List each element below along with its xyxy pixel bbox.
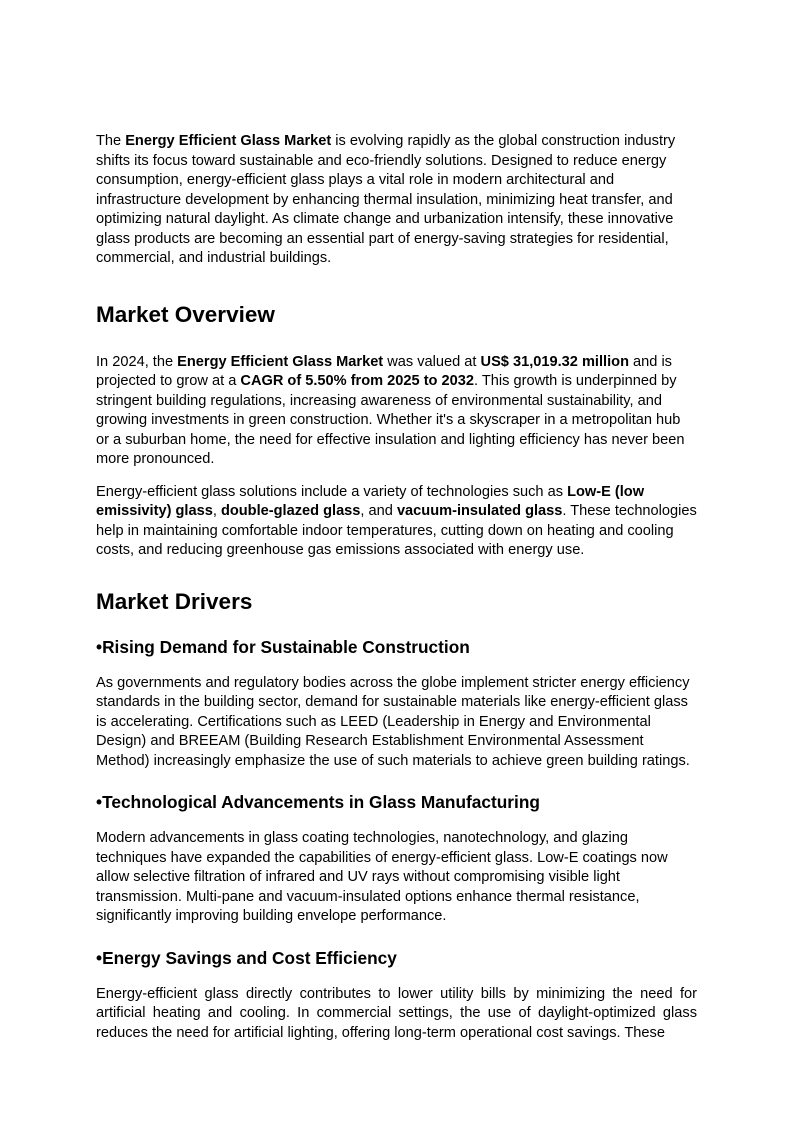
overview-p2-text-3: , and xyxy=(360,503,397,519)
driver-heading-sustainable-construction xyxy=(96,636,697,658)
overview-p1-text-2: was valued at xyxy=(383,353,481,370)
driver-paragraph-sustainable-construction: As governments and regulatory bodies across the globe implement stricter energy efficiency standards in the building sector, demand for sustainable materials like energy-efficient glass is accelerating. Certifications such as LEED (Leadership in Energy and Environmental Design) and BREEAM (Building Research Establishment Environmental Assessment Method) increasingly emphasize the use of such materials to achieve green building ratings. xyxy=(96,674,690,769)
intro-paragraph xyxy=(96,132,697,269)
overview-p2-bold-vacuum: vacuum-insulated glass xyxy=(396,503,563,519)
market-overview-heading: Market Overview xyxy=(96,301,275,327)
intro-bold-market-name: Energy Efficient Glass Market xyxy=(125,133,332,149)
overview-p2-text-2: , xyxy=(212,503,221,519)
overview-p1-bold-value: US$ 31,019.32 million xyxy=(480,353,629,370)
overview-p2-bold-double-glazed: double-glazed glass xyxy=(220,503,361,519)
market-drivers-heading: Market Drivers xyxy=(96,588,253,614)
overview-p1-bold-market-name: Energy Efficient Glass Market xyxy=(177,353,384,370)
overview-paragraph-2 xyxy=(96,483,697,561)
bullet-icon: • xyxy=(96,947,103,968)
overview-p2-text-1: Energy-efficient glass solutions include a variety of technologies such as xyxy=(96,483,568,500)
driver-heading-energy-savings xyxy=(96,947,697,969)
overview-p1-text-3: and is projected to grow at a xyxy=(96,353,672,389)
driver-title: Rising Demand for Sustainable Construction xyxy=(102,636,470,657)
driver-title: Technological Advancements in Glass Manufacturing xyxy=(102,792,540,812)
overview-p1-text-4: . This growth is underpinned by stringent building regulations, increasing awareness of environmental sustainability, and growing investments in green construction. Whether it's a skyscraper in a metropolitan hub or a suburban home, the need for effective insulation and lighting efficiency has never been more pronounced. xyxy=(96,373,685,467)
driver-title: Energy Savings and Cost Efficiency xyxy=(102,947,397,968)
overview-paragraph-1 xyxy=(96,353,697,470)
driver-paragraph-technological-advancements: Modern advancements in glass coating technologies, nanotechnology, and glazing techniques have expanded the capabilities of energy-efficient glass. Low-E coatings now allow selective filtration of infrared and UV rays without compromising visible light transmission. Multi-pane and vacuum-insulated options enhance thermal resistance, significantly improving building envelope performance. xyxy=(96,830,668,924)
overview-p2-bold-low-e: Low-E (low emissivity) glass xyxy=(96,483,645,519)
overview-p1-bold-cagr: CAGR of 5.50% from 2025 to 2032 xyxy=(240,373,474,389)
intro-text-1: The xyxy=(96,133,126,149)
driver-paragraph-energy-savings: Energy-efficient glass directly contributes to lower utility bills by minimizing the need for artificial heating and cooling. In commercial settings, the use of daylight-optimized glass reduces the need for artificial lighting, offering long-term operational cost savings. These xyxy=(96,985,697,1041)
overview-p2-text-4: . These technologies help in maintaining comfortable indoor temperatures, cutting down on heating and cooling costs, and reducing greenhouse gas emissions associated with energy use. xyxy=(96,503,697,558)
driver-heading-technological-advancements xyxy=(96,791,697,813)
bullet-icon: • xyxy=(96,636,103,657)
intro-text-2: is evolving rapidly as the global construction industry shifts its focus toward sustainable and eco-friendly solutions. Designed to reduce energy consumption, energy-efficient glass plays a vital role in modern architectural and infrastructure development by enhancing thermal insulation, minimizing heat transfer, and optimizing natural daylight. As climate change and urbanization intensify, these innovative glass products are becoming an essential part of energy-saving strategies for residential, commercial, and industrial buildings. xyxy=(96,133,676,266)
bullet-icon: • xyxy=(96,792,103,812)
overview-p1-text-1: In 2024, the xyxy=(96,353,178,370)
